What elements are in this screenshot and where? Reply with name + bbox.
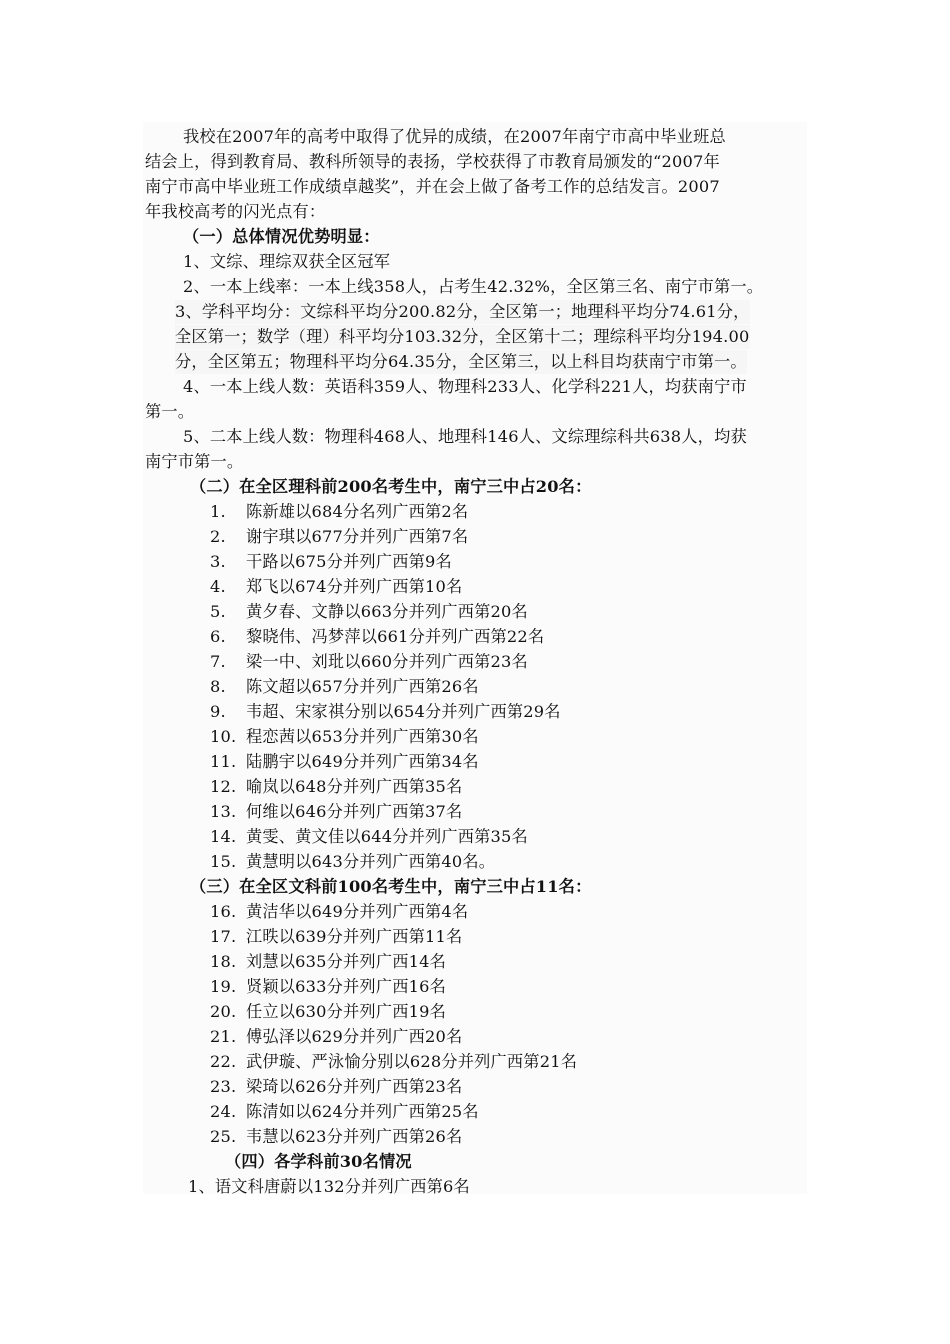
list-item: 4. 郑飞以674分并列广西第10名 xyxy=(210,577,463,596)
list-item: 18. 刘慧以635分并列广西14名 xyxy=(210,952,446,971)
list-item: 15. 黄慧明以643分并列广西第40名。 xyxy=(210,852,496,871)
list-item: 4、一本上线人数：英语科359人、物理科233人、化学科221人，均获南宁市 xyxy=(183,377,747,396)
list-item: 23. 梁琦以626分并列广西第23名 xyxy=(210,1077,463,1096)
intro-line: 南宁市高中毕业班工作成绩卓越奖”，并在会上做了备考工作的总结发言。2007 xyxy=(145,177,720,196)
list-item: 14. 黄雯、黄文佳以644分并列广西第35名 xyxy=(210,827,528,846)
list-item: 全区第一；数学（理）科平均分103.32分，全区第十二；理综科平均分194.00 xyxy=(175,325,750,349)
list-item: 3、学科平均分：文综科平均分200.82分，全区第一；地理科平均分74.61分， xyxy=(175,300,750,324)
list-item: 1、文综、理综双获全区冠军 xyxy=(183,252,391,271)
list-item: 24. 陈清如以624分并列广西第25名 xyxy=(210,1102,479,1121)
list-item: 3. 干路以675分并列广西第9名 xyxy=(210,552,452,571)
list-item: 1、语文科唐蔚以132分并列广西第6名 xyxy=(188,1177,470,1196)
intro-line: 我校在2007年的高考中取得了优异的成绩，在2007年南宁市高中毕业班总 xyxy=(183,127,726,146)
section-heading: （二）在全区理科前200名考生中，南宁三中占20名： xyxy=(190,477,592,496)
list-item: 5、二本上线人数：物理科468人、地理科146人、文综理综科共638人，均获 xyxy=(183,427,747,446)
list-item: 分，全区第五；物理科平均分64.35分，全区第三，以上科目均获南宁市第一。 xyxy=(175,350,747,374)
list-item: 5. 黄夕春、文静以663分并列广西第20名 xyxy=(210,602,528,621)
list-item: 2、一本上线率：一本上线358人，占考生42.32%，全区第三名、南宁市第一。 xyxy=(183,277,764,296)
list-item: 12. 喻岚以648分并列广西第35名 xyxy=(210,777,463,796)
list-item: 8. 陈文超以657分并列广西第26名 xyxy=(210,677,479,696)
list-item: 南宁市第一。 xyxy=(145,452,244,471)
section-heading: （一）总体情况优势明显： xyxy=(183,227,380,246)
list-item: 25. 韦慧以623分并列广西第26名 xyxy=(210,1127,463,1146)
list-item: 第一。 xyxy=(145,402,195,421)
section-heading: （四）各学科前30名情况 xyxy=(225,1152,412,1171)
list-item: 1. 陈新雄以684分名列广西第2名 xyxy=(210,502,469,521)
list-item: 21. 傅弘泽以629分并列广西20名 xyxy=(210,1027,463,1046)
list-item: 22. 武伊璇、严泳愉分别以628分并列广西第21名 xyxy=(210,1052,578,1071)
list-item: 13. 何维以646分并列广西第37名 xyxy=(210,802,463,821)
list-item: 6. 黎晓伟、冯梦萍以661分并列广西第22名 xyxy=(210,627,545,646)
section-heading: （三）在全区文科前100名考生中，南宁三中占11名： xyxy=(190,877,592,896)
list-item: 9. 韦超、宋家祺分别以654分并列广西第29名 xyxy=(210,702,561,721)
intro-line: 年我校高考的闪光点有： xyxy=(145,202,326,221)
list-item: 16. 黄洁华以649分并列广西第4名 xyxy=(210,902,469,921)
list-item: 17. 江昳以639分并列广西第11名 xyxy=(210,927,463,946)
intro-line: 结会上，得到教育局、教科所领导的表扬，学校获得了市教育局颁发的“2007年 xyxy=(145,152,720,171)
list-item: 19. 贤颖以633分并列广西16名 xyxy=(210,977,446,996)
list-item: 2. 谢宇琪以677分并列广西第7名 xyxy=(210,527,469,546)
list-item: 20. 任立以630分并列广西19名 xyxy=(210,1002,446,1021)
list-item: 7. 梁一中、刘玭以660分并列广西第23名 xyxy=(210,652,528,671)
list-item: 11. 陆鹏宇以649分并列广西第34名 xyxy=(210,752,479,771)
list-item: 10. 程恋茜以653分并列广西第30名 xyxy=(210,727,479,746)
